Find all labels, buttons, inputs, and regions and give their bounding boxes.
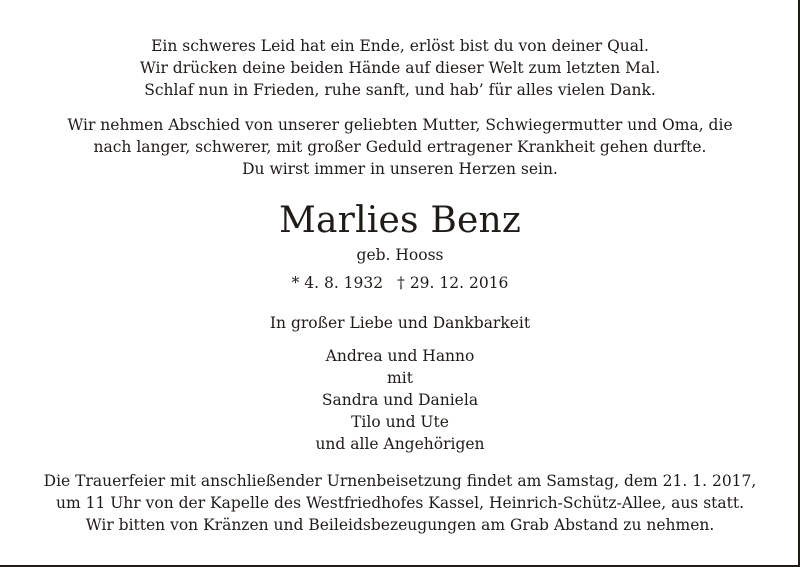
deceased-block bbox=[0, 198, 800, 294]
maiden-name: geb. Hooss bbox=[356, 246, 444, 264]
mourner-name: Andrea und Hanno bbox=[325, 347, 475, 365]
poem-line: Ein schweres Leid hat ein Ende, erlöst bist du von deiner Qual. bbox=[151, 37, 649, 55]
poem-line: Schlaf nun in Frieden, ruhe sanft, und hab’ für alles vielen Dank. bbox=[144, 81, 656, 99]
mourner-name: Sandra und Daniela bbox=[321, 391, 479, 409]
mourner-name: mit bbox=[387, 369, 413, 387]
death-date: † 29. 12. 2016 bbox=[397, 274, 509, 292]
birth-date: * 4. 8. 1932 bbox=[291, 274, 384, 292]
mourners-intro: In großer Liebe und Dankbarkeit bbox=[269, 314, 531, 332]
farewell-notice bbox=[0, 114, 800, 180]
poem-line: Wir drücken deine beiden Hände auf dieser Welt zum letzten Mal. bbox=[139, 59, 661, 77]
notice-line: Wir nehmen Abschied von unserer geliebten Mutter, Schwiegermutter und Oma, die bbox=[67, 116, 733, 134]
notice-line: Du wirst immer in unseren Herzen sein. bbox=[242, 160, 558, 178]
deceased-name: Marlies Benz bbox=[278, 200, 522, 241]
funeral-line: um 11 Uhr von der Kapelle des Westfriedhofes Kassel, Heinrich-Schütz-Allee, aus statt. bbox=[55, 494, 745, 512]
funeral-line: Wir bitten von Kränzen und Beileidsbezeugungen am Grab Abstand zu nehmen. bbox=[85, 516, 715, 534]
funeral-details bbox=[0, 470, 800, 536]
poem-verse bbox=[0, 35, 800, 101]
mourners-block bbox=[0, 312, 800, 455]
mourner-name: und alle Angehörigen bbox=[315, 435, 485, 453]
funeral-line: Die Trauerfeier mit anschließender Urnenbeisetzung findet am Samstag, dem 21. 1. 2017, bbox=[43, 472, 757, 490]
notice-line: nach langer, schwerer, mit großer Geduld ertragener Krankheit gehen durfte. bbox=[93, 138, 707, 156]
life-dates bbox=[0, 272, 800, 294]
mourner-name: Tilo und Ute bbox=[351, 413, 449, 431]
